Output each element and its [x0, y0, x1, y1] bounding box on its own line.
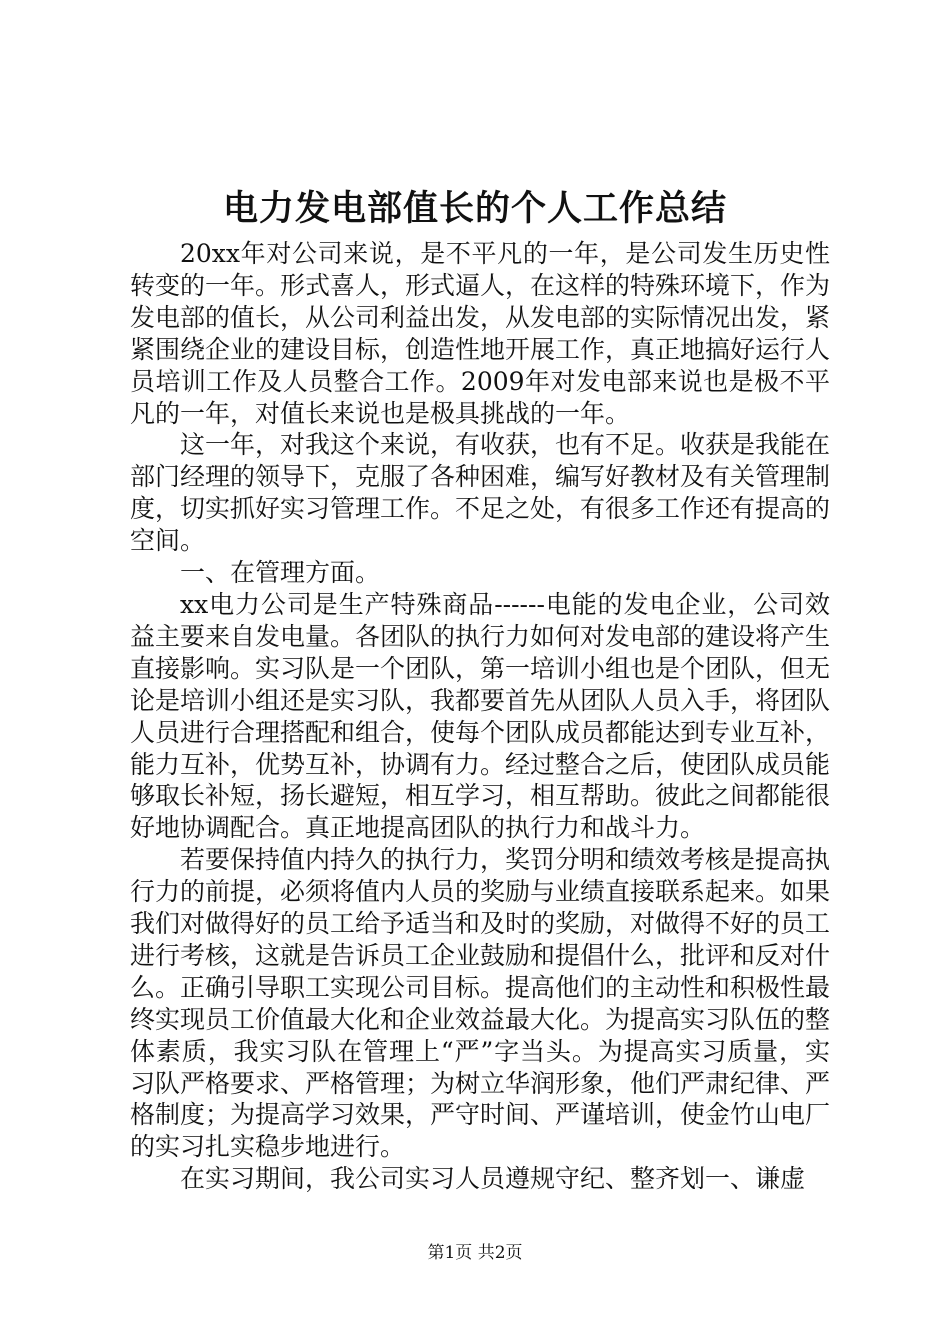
paragraph: 20xx年对公司来说，是不平凡的一年，是公司发生历史性转变的一年。形式喜人，形式逼人，在这样的特殊环境下，作为发电部的值长，从公司利益出发，从发电部的实际情况出发，紧紧围绕企业的建设目标，创造性地开展工作，真正地搞好运行人员培训工作及人员整合工作。2009年对发电部来说也是极不平凡的一年，对值长来说也是极具挑战的一年。: [130, 239, 831, 428]
paragraph: xx电力公司是生产特殊商品------电能的发电企业，公司效益主要来自发电量。各团队的执行力如何对发电部的建设将产生直接影响。实习队是一个团队，第一培训小组也是个团队，但无论是培训小组还是实习队，我都要首先从团队人员入手，将团队人员进行合理搭配和组合，使每个团队成员都能达到专业互补，能力互补，优势互补，协调有力。经过整合之后，使团队成员能够取长补短，扬长避短，相互学习，相互帮助。彼此之间都能很好地协调配合。真正地提高团队的执行力和战斗力。: [130, 589, 831, 843]
document-body: [130, 238, 830, 1195]
paragraph: 这一年，对我这个来说，有收获，也有不足。收获是我能在部门经理的领导下，克服了各种困难，编写好教材及有关管理制度，切实抓好实习管理工作。不足之处，有很多工作还有提高的空间。: [130, 430, 831, 556]
section-heading: 一、在管理方面。: [180, 558, 381, 588]
paragraph: 若要保持值内持久的执行力，奖罚分明和绩效考核是提高执行力的前提，必须将值内人员的奖励与业绩直接联系起来。如果我们对做得好的员工给予适当和及时的奖励，对做得不好的员工进行考核，这就是告诉员工企业鼓励和提倡什么，批评和反对什么。正确引导职工实现公司目标。提高他们的主动性和积极性最终实现员工价值最大化和企业效益最大化。为提高实习队伍的整体素质，我实习队在管理上“严”字当头。为提高实习质量，实习队严格要求、严格管理；为树立华润形象，他们严肃纪律、严格制度；为提高学习效果，严守时间、严谨培训，使金竹山电厂的实习扎实稳步地进行。: [130, 845, 831, 1162]
document-title: 电力发电部值长的个人工作总结: [222, 188, 727, 229]
paragraph: 在实习期间，我公司实习人员遵规守纪、整齐划一、谦虚: [180, 1164, 806, 1194]
page-footer: 第1页 共2页: [427, 1243, 523, 1263]
